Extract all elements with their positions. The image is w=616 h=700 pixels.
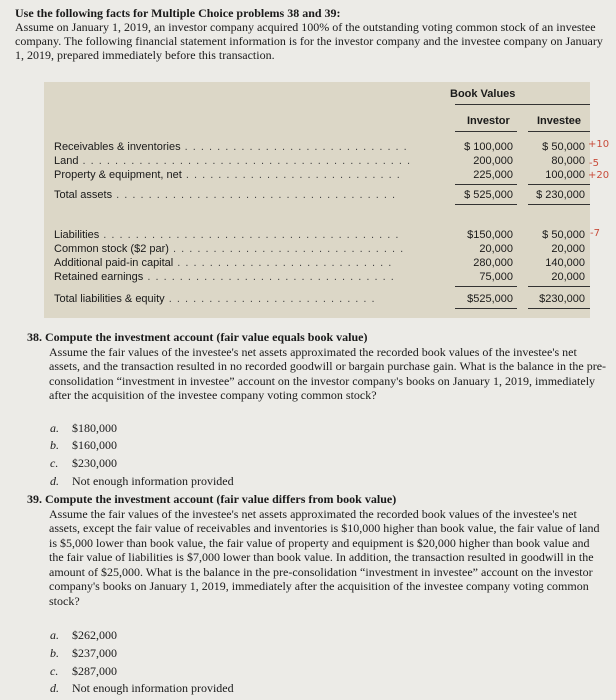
- table-row-label: Total assets . . . . . . . . . . . . . . . . . . . . . . . . . . . . . . . . . . .: [54, 189, 397, 201]
- question-body: Assume the fair values of the investee's net assets approximated the recorded book values of the investee's net assets, except the fair value of receivables and inventories is $10,000 higher than book value, the fair value of land is $5,000 lower than book value, the fair value of property and equipment is $20,000 higher than book value and the fair value of liabilities is $7,000 lower than book value. In addition, the transaction resulted in goodwill in the amount of $25,000. What is the balance in the pre-consolidation “investment in investee” account on the investor company's books on January 1, 2019, immediately after the acquisition of the investee company voting common stock?: [49, 506, 600, 608]
- answer-option[interactable]: d. Not enough information provided: [50, 474, 234, 488]
- table-row-label: Liabilities . . . . . . . . . . . . . . . . . . . . . . . . . . . . . . . . . . . . .: [54, 229, 400, 241]
- investor-value: $525,000: [467, 293, 513, 305]
- investor-value: 20,000: [479, 243, 513, 255]
- total-rule: [455, 204, 517, 205]
- question-number: 39.: [27, 492, 42, 506]
- answer-option[interactable]: b. $160,000: [50, 438, 117, 452]
- answer-option[interactable]: a. $180,000: [50, 421, 117, 435]
- investee-value: $ 50,000: [542, 229, 585, 241]
- subtotal-rule: [455, 184, 517, 185]
- investee-value: 20,000: [551, 243, 585, 255]
- book-values-header: Book Values: [450, 88, 516, 100]
- table-row-label: Total liabilities & equity . . . . . . . . . . . . . . . . . . . . . . . . . .: [54, 293, 376, 305]
- intro-block: [15, 6, 605, 62]
- investor-header-underline: [455, 131, 517, 132]
- table-row-label: Receivables & inventories . . . . . . . . . . . . . . . . . . . . . . . . . . . .: [54, 141, 408, 153]
- investee-value: $ 230,000: [536, 189, 585, 201]
- header-rule: [455, 104, 590, 105]
- investor-value: $ 100,000: [464, 141, 513, 153]
- answer-option[interactable]: d. Not enough information provided: [50, 681, 234, 695]
- question-38: [27, 330, 607, 403]
- question-title: Compute the investment account (fair value differs from book value): [45, 492, 397, 506]
- answer-option[interactable]: c. $230,000: [50, 456, 117, 470]
- investee-column-header: Investee: [537, 115, 582, 127]
- answer-option[interactable]: b. $237,000: [50, 646, 117, 660]
- investor-value: $ 525,000: [464, 189, 513, 201]
- total-rule: [528, 204, 590, 205]
- subtotal-rule: [455, 286, 517, 287]
- investor-value: $150,000: [467, 229, 513, 241]
- question-title: Compute the investment account (fair value equals book value): [45, 330, 368, 344]
- answer-option[interactable]: a. $262,000: [50, 628, 117, 642]
- investor-value: 75,000: [479, 271, 513, 283]
- table-row-label: Additional paid-in capital . . . . . . . . . . . . . . . . . . . . . . . . . . .: [54, 257, 393, 269]
- investee-value: 20,000: [551, 271, 585, 283]
- answer-option[interactable]: c. $287,000: [50, 664, 117, 678]
- total-rule: [455, 308, 517, 309]
- investor-value: 280,000: [473, 257, 513, 269]
- table-row-label: Retained earnings . . . . . . . . . . . . . . . . . . . . . . . . . . . . . . .: [54, 271, 395, 283]
- total-rule: [528, 308, 590, 309]
- investee-value: $ 50,000: [542, 141, 585, 153]
- question-body: Assume the fair values of the investee's net assets approximated the recorded book values of the investee's net assets, and the transaction resulted in no recorded goodwill or bargain purchase gain. What is the balance in the pre-consolidation “investment in investee” account on the investor company's books on January 1, 2019, immediately after the acquisition of the investee company voting common stock?: [49, 344, 607, 402]
- investee-value: 100,000: [545, 169, 585, 181]
- intro-text: Assume on January 1, 2019, an investor company acquired 100% of the outstanding voting common stock of an investee company. The following financial statement information is for the investor company and the investee company on January 1, 2019, prepared immediately before this transaction.: [15, 20, 603, 62]
- table-row-label: Property & equipment, net . . . . . . . . . . . . . . . . . . . . . . . . . . .: [54, 169, 401, 181]
- subtotal-rule: [528, 184, 590, 185]
- investor-column-header: Investor: [467, 115, 510, 127]
- table-row-label: Land . . . . . . . . . . . . . . . . . . . . . . . . . . . . . . . . . . . . . . . . .: [54, 155, 412, 167]
- handwritten-note: +20: [588, 170, 610, 181]
- table-row-label: Common stock ($2 par) . . . . . . . . . . . . . . . . . . . . . . . . . . . . .: [54, 243, 405, 255]
- handwritten-note: -7: [590, 228, 600, 239]
- investee-value: 140,000: [545, 257, 585, 269]
- question-number: 38.: [27, 330, 42, 344]
- investor-value: 200,000: [473, 155, 513, 167]
- intro-heading: Use the following facts for Multiple Choice problems 38 and 39:: [15, 6, 341, 20]
- handwritten-note: +10: [588, 139, 610, 150]
- handwritten-note: -5: [589, 158, 599, 169]
- subtotal-rule: [528, 286, 590, 287]
- investee-value: $230,000: [539, 293, 585, 305]
- investee-header-underline: [528, 131, 590, 132]
- investor-value: 225,000: [473, 169, 513, 181]
- investee-value: 80,000: [551, 155, 585, 167]
- question-39: [27, 492, 607, 608]
